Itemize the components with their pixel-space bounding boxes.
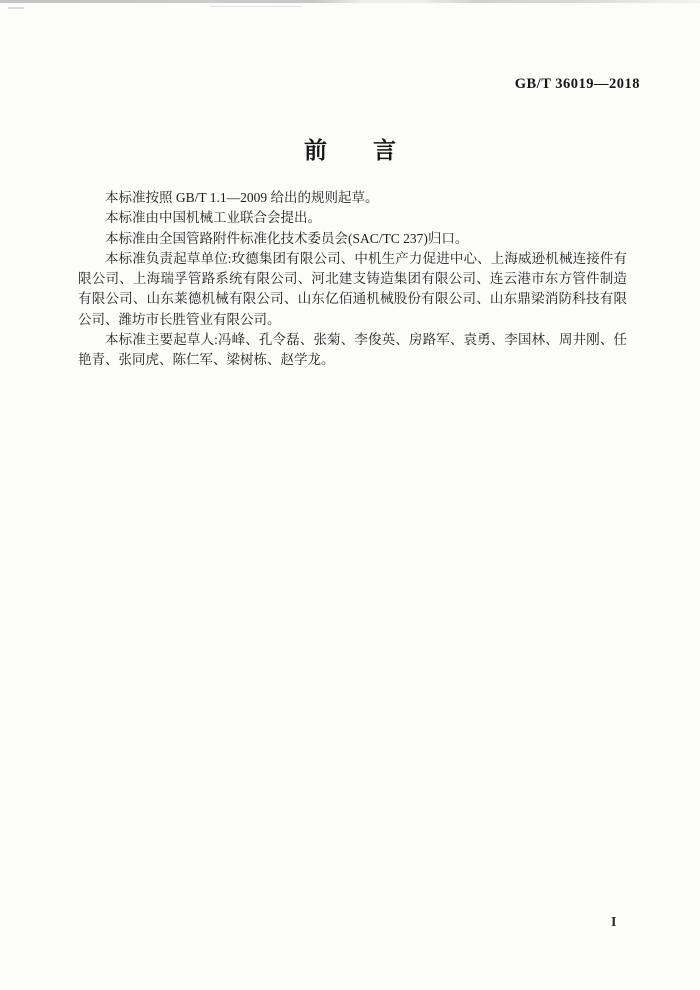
paragraph-main-drafters: 本标准主要起草人:冯峰、孔令磊、张菊、李俊英、房路军、袁勇、李国林、周井刚、任艳青、张同虎、陈仁军、梁树栋、赵学龙。 bbox=[78, 332, 627, 368]
foreword-title: 前 言 bbox=[304, 137, 396, 163]
paragraph-proposed-by: 本标准由中国机械工业联合会提出。 bbox=[105, 210, 321, 226]
scan-speck-artifact bbox=[8, 7, 24, 9]
paragraph-drafting-rule: 本标准按照 GB/T 1.1—2009 给出的规则起草。 bbox=[105, 190, 379, 205]
paragraph-drafting-organizations: 本标准负责起草单位:玫德集团有限公司、中机生产力促进中心、上海威逊机械连接件有限公司、上海瑞孚管路系统有限公司、河北建支铸造集团有限公司、连云港市东方管件制造有限公司、山东莱德机械有限公司、山东亿佰通机械股份有限公司、山东鼎梁消防科技有限公司、潍坊市长胜管业有限公司。 bbox=[78, 250, 627, 327]
page-number: I bbox=[611, 915, 617, 930]
foreword-body bbox=[78, 188, 627, 371]
scan-line-artifact bbox=[210, 6, 302, 7]
paragraph-centralized-by: 本标准由全国管路附件标准化技术委员会(SAC/TC 237)归口。 bbox=[105, 230, 469, 246]
standard-code: GB/T 36019—2018 bbox=[514, 76, 640, 92]
scan-edge-artifact bbox=[0, 0, 700, 3]
